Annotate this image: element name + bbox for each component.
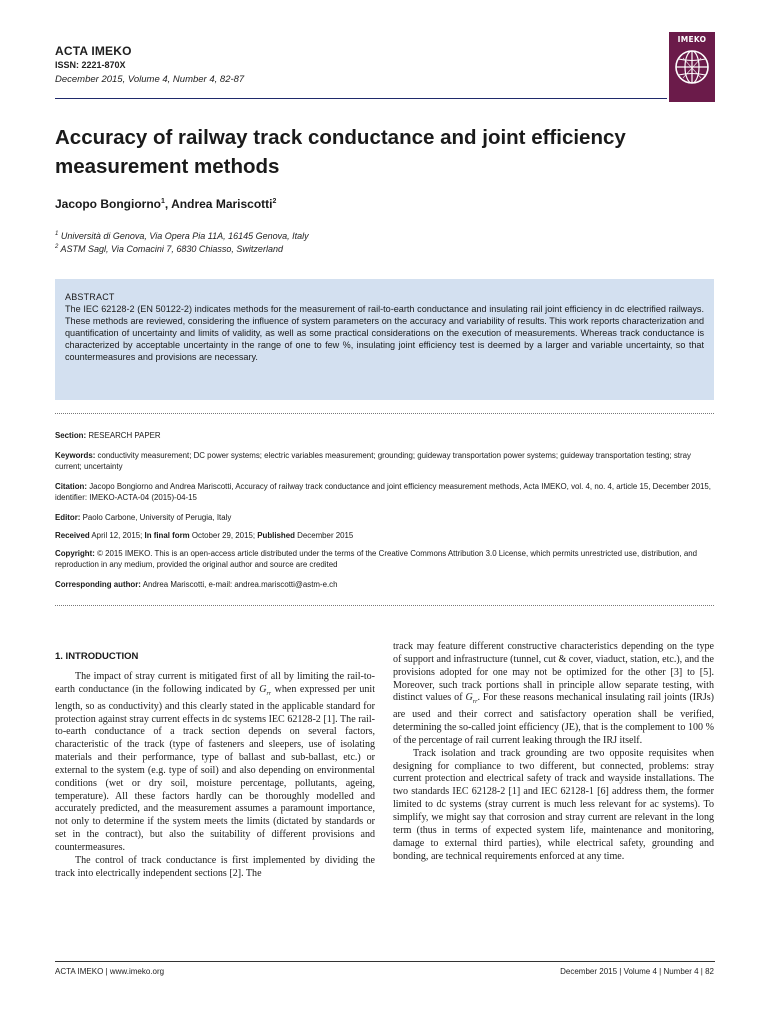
abstract-heading: ABSTRACT (65, 292, 115, 302)
affiliation (55, 244, 283, 254)
left-column (55, 671, 375, 881)
journal-name: ACTA IMEKO (55, 44, 132, 58)
right-column (393, 641, 714, 863)
meta-corresponding (55, 579, 715, 590)
meta-value: Paolo Carbone, University of Perugia, Italy (82, 513, 232, 522)
logo-text: IMEKO (677, 35, 707, 44)
meta-keywords (55, 450, 715, 472)
affiliation-text: Università di Genova, Via Opera Pia 11A, 16145 Genova, Italy (60, 231, 309, 241)
meta-label: Received (55, 531, 90, 540)
meta-value: Andrea Mariscotti, e-mail: andrea.mariscotti@astm-e.ch (142, 580, 338, 589)
imeko-logo (669, 32, 715, 102)
text-run: The impact of stray current is mitigated first of all by limiting the rail-to-earth conductance (in the following indicated by (55, 671, 375, 695)
issn: ISSN: 2221-870X (55, 60, 126, 70)
text-run: when expressed per unit length, so as conductivity) and this clearly stated in the applicable standard for protection against stray current effects in dc systems IEC 62128-2 [1]. The rail-to-earth conductance of a track section depends on several factors, characteristic of the track (type of fasteners and sleepers, use of isolating materials and their performance, type of ballast and sub-ballast, etc.) or external to the system (e.g. type of soil) and also depending on environmental conditions (wet or dry soil, moisture percentage, pollutants, ageing, temperature). All these factors hardly can be thoroughly modelled and accurately predicted, and the measurement assumes a paramount importance, not only to determine if the system meets the limits (dictated by standards or set in the contract), but also the suitability of different provisions and countermeasures. (55, 683, 375, 853)
author-name: Jacopo Bongiorno (55, 197, 161, 211)
meta-section (55, 430, 715, 441)
meta-label: Section: (55, 431, 87, 440)
meta-value: December 2015 (297, 531, 354, 540)
affiliation-text: ASTM Sagl, Via Comacini 7, 6830 Chiasso, Switzerland (60, 244, 283, 254)
header-rule (55, 98, 667, 99)
paragraph: Track isolation and track grounding are two opposite requisites when designing for compliance to two different, but connected, problems: stray current protection and electrical safety of track and wayside installations. The two standards IEC 62128-2 [1] and IEC 62128-1 [6] address them, the former limited to dc systems (stray current is much less relevant for ac systems). To simplify, we might say that corrosion and stray current are relevant in the long term (thus in terms of expected system life, maintenance and monitoring, damage to external third parties), while electrical safety, grounding and bonding, are technical requirements enforced at any time. (393, 747, 714, 862)
meta-label: Keywords: (55, 451, 96, 460)
meta-label: Citation: (55, 482, 87, 491)
issue-info: December 2015, Volume 4, Number 4, 82-87 (55, 74, 245, 85)
meta-label: Corresponding author: (55, 580, 141, 589)
globe-icon (673, 48, 711, 86)
meta-label: Published (257, 531, 295, 540)
divider (55, 605, 714, 606)
meta-value: Jacopo Bongiorno and Andrea Mariscotti, Accuracy of railway track conductance and joint efficiency measurement methods, Acta IMEKO, vol. 4, no. 4, article 15, December 2015, identifier: IMEKO-ACTA-04 (2015)-04-15 (55, 482, 711, 502)
author-name: Andrea Mariscotti (171, 197, 273, 211)
abstract-box (55, 279, 714, 400)
meta-dates (55, 530, 715, 541)
paragraph: The control of track conductance is first implemented by dividing the track into electrically independent sections [2]. The (55, 854, 375, 879)
divider (55, 413, 714, 414)
section-heading: 1. INTRODUCTION (55, 651, 139, 662)
author-separator: , (164, 197, 172, 211)
author-list (55, 197, 276, 211)
affiliation (55, 231, 309, 241)
meta-value: April 12, 2015; (91, 531, 143, 540)
footer-page-info: December 2015 | Volume 4 | Number 4 | 82 (560, 967, 714, 976)
symbol: G (465, 692, 473, 704)
paper-title: Accuracy of railway track conductance and joint efficiency measurement methods (55, 126, 626, 178)
paragraph (393, 641, 714, 748)
affiliation-number: 2 (55, 244, 59, 250)
footer-journal: ACTA IMEKO | www.imeko.org (55, 967, 165, 976)
paragraph (55, 671, 375, 855)
meta-label: In final form (144, 531, 190, 540)
affiliation-number: 1 (55, 231, 59, 237)
text-run: track may feature different constructive characteristics depending on the type of support and infrastructure (tunnel, cut & cover, viaduct, station, etc.), and the provisions adopted for one may not be optimized for the other [3] to [5]. Moreover, such track portions shall in principle allow separate testing, with distinct values of (393, 641, 714, 704)
meta-copyright (55, 548, 715, 570)
meta-citation (55, 481, 715, 503)
meta-value: October 29, 2015; (191, 531, 256, 540)
footer-rule (55, 961, 715, 962)
meta-editor (55, 512, 715, 523)
symbol-subscript: rr (266, 690, 272, 697)
symbol: G (259, 683, 267, 695)
text-run: . For these reasons mechanical insulating rail joints (IRJs) are used and their correct and satisfactory operation shall be verified, determining the so-called joint efficiency (JE), that is the complement to 100 % of the percentage of rail current leaking through the IRJ itself. (393, 692, 714, 746)
author-superscript: 1 (161, 198, 165, 205)
meta-label: Copyright: (55, 549, 95, 558)
symbol-subscript: rr (472, 699, 478, 706)
meta-value: © 2015 IMEKO. This is an open-access article distributed under the terms of the Creative Commons Attribution 3.0 License, which permits unrestricted use, distribution, and reproduction in any medium, provided the original author and source are credited (55, 549, 698, 569)
meta-value: conductivity measurement; DC power systems; electric variables measurement; grounding; guideway transportation power systems; guideway transportation testing; stray current; uncertainty (55, 451, 691, 471)
meta-value: RESEARCH PAPER (88, 431, 161, 440)
meta-label: Editor: (55, 513, 81, 522)
abstract-text: The IEC 62128-2 (EN 50122-2) indicates methods for the measurement of rail-to-earth conductance and insulating rail joint efficiency in dc electrified railways. These methods are reviewed, considering the influence of system parameters on the accuracy and variability of results. This work reports characterization and quantification of uncertainty and limits of validity, as well as some practical considerations on the execution of measurements. Whereas track conductance is characterized by acceptable uncertainty in the range of one to few %, insulating joint efficiency test is deemed by a larger and variable uncertainty, so that countermeasures and provisions are necessary. (65, 304, 704, 363)
author-superscript: 2 (272, 198, 277, 205)
